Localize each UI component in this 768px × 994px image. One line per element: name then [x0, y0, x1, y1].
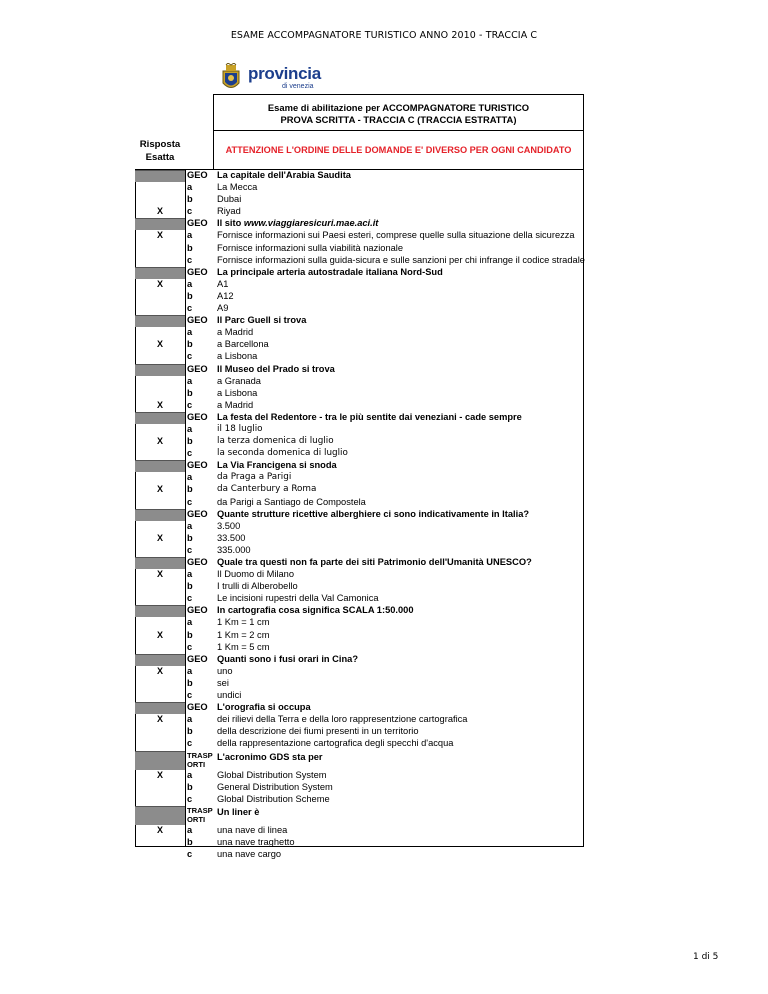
option-letter: c [187, 303, 193, 314]
option-letter: c [187, 254, 193, 265]
option-text: una nave cargo [217, 848, 282, 859]
category-code: GEO [187, 605, 208, 616]
option-text: 3.500 [217, 520, 241, 531]
correct-answer-mark [135, 617, 185, 629]
question-text: In cartografia cosa significa SCALA 1:50.000 [217, 605, 414, 616]
correct-answer-mark [135, 702, 185, 714]
category-code: GEO [187, 363, 208, 374]
correct-answer-mark: X [156, 278, 163, 289]
option-row [135, 291, 584, 303]
option-letter: c [187, 641, 193, 652]
correct-answer-mark [135, 806, 185, 825]
option-row [135, 243, 584, 255]
option-text: Global Distribution Scheme [217, 793, 330, 804]
correct-answer-mark [135, 267, 185, 279]
option-text: Fornisce informazioni sulla viabilità nazionale [217, 242, 404, 253]
option-letter: b [187, 436, 193, 447]
category-code: TRASP ORTI [187, 750, 213, 769]
option-text: A12 [217, 290, 234, 301]
option-letter: c [187, 206, 193, 217]
option-text: uno [217, 665, 233, 676]
option-row [135, 770, 584, 782]
correct-answer-mark [135, 837, 185, 849]
correct-answer-mark [135, 170, 185, 182]
option-row [135, 400, 584, 412]
option-row [135, 849, 584, 861]
provincia-logo [218, 62, 338, 94]
question-text: Il sito www.viaggiaresicuri.mae.aci.it [217, 218, 379, 229]
correct-answer-mark [135, 690, 185, 702]
option-letter: a [187, 714, 193, 725]
option-row [135, 472, 584, 484]
answer-column-header [135, 138, 185, 164]
option-letter: a [187, 423, 193, 434]
option-letter: c [187, 351, 193, 362]
option-row [135, 255, 584, 267]
question-row [135, 509, 584, 521]
question-text: La Via Francigena si snoda [217, 460, 337, 471]
option-row [135, 617, 584, 629]
option-text: sei [217, 677, 229, 688]
question-row [135, 702, 584, 714]
option-text: a Barcellona [217, 339, 269, 350]
correct-answer-mark [135, 794, 185, 806]
correct-answer-mark [135, 327, 185, 339]
correct-answer-mark: X [156, 484, 163, 495]
option-text: da Parigi a Santiago de Compostela [217, 496, 366, 507]
option-row [135, 642, 584, 654]
correct-answer-mark [135, 472, 185, 484]
correct-answer-mark [135, 291, 185, 303]
option-text: della descrizione dei fiumi presenti in un territorio [217, 726, 419, 737]
option-row [135, 738, 584, 750]
option-row [135, 714, 584, 726]
answer-header-line1: Risposta [139, 139, 181, 150]
correct-answer-mark [135, 605, 185, 617]
option-text: a Madrid [217, 327, 254, 338]
exam-title-box [213, 94, 584, 130]
question-row [135, 605, 584, 617]
option-letter: a [187, 569, 193, 580]
correct-answer-mark [135, 315, 185, 327]
correct-answer-mark [135, 182, 185, 194]
question-text: Quale tra questi non fa parte dei siti Patrimonio dell'Umanità UNESCO? [217, 557, 532, 567]
question-text: La principale arteria autostradale italiana Nord-Sud [217, 266, 443, 277]
correct-answer-mark [135, 545, 185, 557]
correct-answer-mark: X [156, 230, 163, 241]
correct-answer-mark [135, 849, 185, 861]
correct-answer-mark [135, 521, 185, 533]
option-row [135, 545, 584, 557]
option-text: La Mecca [217, 182, 258, 193]
category-code: GEO [187, 460, 208, 471]
option-letter: c [187, 690, 193, 701]
option-letter: a [187, 375, 193, 386]
option-row [135, 206, 584, 218]
option-text: General Distribution System [217, 781, 333, 792]
option-letter: b [187, 339, 193, 350]
option-row [135, 327, 584, 339]
correct-answer-mark [135, 654, 185, 666]
option-letter: b [187, 781, 193, 792]
question-row [135, 654, 584, 666]
exam-subtitle: PROVA SCRITTA - TRACCIA C (TRACCIA ESTRATTA) [280, 113, 517, 125]
option-letter: b [187, 677, 193, 688]
correct-answer-mark [135, 782, 185, 794]
category-code: GEO [187, 266, 208, 277]
category-code: GEO [187, 557, 208, 567]
option-row [135, 521, 584, 533]
warning-text: ATTENZIONE L'ORDINE DELLE DOMANDE E' DIVERSO PER OGNI CANDIDATO [225, 145, 572, 155]
option-text: il 18 luglio [217, 423, 263, 434]
option-letter: a [187, 520, 193, 531]
option-row [135, 666, 584, 678]
correct-answer-mark: X [156, 629, 163, 640]
option-letter: b [187, 242, 193, 253]
option-text: 1 Km = 5 cm [217, 641, 270, 652]
correct-answer-mark: X [156, 569, 163, 580]
question-row [135, 170, 584, 182]
correct-answer-mark [135, 448, 185, 460]
option-text: a Lisbona [217, 387, 258, 398]
correct-answer-mark [135, 726, 185, 738]
correct-answer-mark [135, 388, 185, 400]
option-text: 1 Km = 1 cm [217, 617, 270, 628]
option-letter: a [187, 327, 193, 338]
option-row [135, 279, 584, 291]
exam-title: Esame di abilitazione per ACCOMPAGNATORE TURISTICO [267, 102, 530, 113]
option-text: 335.000 [217, 544, 251, 555]
question-row [135, 315, 584, 327]
correct-answer-mark [135, 593, 185, 605]
option-row [135, 825, 584, 837]
category-code: TRASP ORTI [187, 805, 213, 824]
option-row [135, 339, 584, 351]
option-letter: b [187, 387, 193, 398]
category-code: GEO [187, 653, 208, 664]
correct-answer-mark: X [156, 769, 163, 780]
coat-of-arms-icon [220, 63, 242, 93]
question-text: Quante strutture ricettive alberghiere ci sono indicativamente in Italia? [217, 508, 530, 519]
option-letter: a [187, 472, 193, 483]
option-text: Fornisce informazioni sui Paesi esteri, comprese quelle sulla situazione della sicurezza [217, 230, 575, 241]
option-row [135, 424, 584, 436]
option-row [135, 388, 584, 400]
correct-answer-mark [135, 509, 185, 521]
option-row [135, 678, 584, 690]
option-text: una nave traghetto [217, 836, 295, 847]
correct-answer-mark [135, 738, 185, 750]
correct-answer-mark [135, 424, 185, 436]
question-text: Quanti sono i fusi orari in Cina? [217, 653, 359, 664]
category-code: GEO [187, 702, 208, 713]
option-letter: a [187, 665, 193, 676]
option-text: la seconda domenica di luglio [217, 448, 348, 459]
correct-answer-mark: X [156, 436, 163, 447]
question-row [135, 267, 584, 279]
option-text: Le incisioni rupestri della Val Camonica [217, 593, 379, 604]
page-number: 1 di 5 [693, 952, 719, 962]
option-letter: c [187, 738, 193, 749]
option-text: a Lisbona [217, 351, 258, 362]
logo-text: provincia [248, 64, 321, 83]
correct-answer-mark: X [156, 399, 163, 410]
question-table [135, 170, 584, 861]
option-letter: c [187, 593, 193, 604]
page-header: ESAME ACCOMPAGNATORE TURISTICO ANNO 2010 - TRACCIA C [230, 30, 538, 41]
correct-answer-mark [135, 243, 185, 255]
option-letter: a [187, 769, 193, 780]
option-letter: b [187, 290, 193, 301]
option-row [135, 436, 584, 448]
option-row [135, 593, 584, 605]
option-row [135, 376, 584, 388]
option-text: a Granada [217, 375, 261, 386]
warning-box [213, 130, 584, 169]
option-text: undici [217, 690, 242, 701]
option-row [135, 794, 584, 806]
option-row [135, 194, 584, 206]
option-row [135, 533, 584, 545]
category-code: GEO [187, 508, 208, 519]
correct-answer-mark [135, 351, 185, 363]
option-text: Global Distribution System [217, 769, 327, 780]
option-letter: a [187, 617, 193, 628]
option-letter: c [187, 496, 193, 507]
option-letter: a [187, 278, 193, 289]
option-text: 1 Km = 2 cm [217, 629, 270, 640]
option-text: Dubai [217, 194, 242, 205]
correct-answer-mark [135, 581, 185, 593]
category-code: GEO [187, 218, 208, 229]
question-text: Il Parc Guell si trova [217, 315, 307, 326]
category-code: GEO [187, 411, 208, 422]
option-row [135, 630, 584, 642]
category-code: GEO [187, 315, 208, 326]
option-letter: c [187, 544, 193, 555]
option-row [135, 484, 584, 496]
option-letter: b [187, 836, 193, 847]
logo-subtext: di venezia [282, 83, 314, 90]
correct-answer-mark: X [156, 824, 163, 835]
correct-answer-mark: X [156, 206, 163, 217]
correct-answer-mark [135, 497, 185, 509]
option-letter: a [187, 824, 193, 835]
question-row [135, 364, 584, 376]
answer-header-line2: Esatta [145, 152, 175, 163]
option-letter: b [187, 194, 193, 205]
correct-answer-mark [135, 557, 185, 569]
option-letter: c [187, 793, 193, 804]
option-text: 33.500 [217, 532, 246, 543]
correct-answer-mark: X [156, 532, 163, 543]
question-text: Il Museo del Prado si trova [217, 363, 335, 374]
option-row [135, 448, 584, 460]
question-text: Un liner è [217, 806, 260, 817]
question-text: L'acronimo GDS sta per [217, 751, 323, 762]
option-row [135, 230, 584, 242]
question-row [135, 460, 584, 472]
question-row [135, 412, 584, 424]
option-text: una nave di linea [217, 824, 288, 835]
question-text: La festa del Redentore - tra le più sentite dai veneziani - cade sempre [217, 411, 522, 422]
option-text: Riyad [217, 206, 241, 217]
option-row [135, 497, 584, 509]
question-row [135, 806, 584, 825]
option-text: Fornisce informazioni sulla guida-sicura e sulle sanzioni per chi infrange il codice stradale [217, 254, 585, 265]
option-text: A1 [217, 278, 229, 289]
question-row [135, 218, 584, 230]
option-letter: c [187, 448, 193, 459]
option-row [135, 690, 584, 702]
option-letter: b [187, 484, 193, 495]
option-letter: a [187, 230, 193, 241]
option-letter: b [187, 581, 193, 592]
option-row [135, 351, 584, 363]
correct-answer-mark: X [156, 665, 163, 676]
question-text: La capitale dell'Arabia Saudita [217, 170, 351, 180]
correct-answer-mark: X [156, 339, 163, 350]
question-row [135, 751, 584, 770]
option-row [135, 569, 584, 581]
option-row [135, 182, 584, 194]
option-text: I trulli di Alberobello [217, 581, 298, 592]
correct-answer-mark [135, 460, 185, 472]
question-text: L'orografia si occupa [217, 702, 311, 713]
option-text: della rappresentazione cartografica degli specchi d'acqua [217, 738, 454, 749]
option-text: da Praga a Parigi [217, 472, 292, 483]
option-text: A9 [217, 303, 229, 314]
correct-answer-mark [135, 303, 185, 315]
correct-answer-mark [135, 364, 185, 376]
option-row [135, 581, 584, 593]
option-row [135, 837, 584, 849]
option-row [135, 726, 584, 738]
option-letter: b [187, 726, 193, 737]
option-text: a Madrid [217, 399, 254, 410]
correct-answer-mark [135, 255, 185, 267]
option-text: da Canterbury a Roma [217, 484, 317, 495]
option-letter: b [187, 629, 193, 640]
correct-answer-mark [135, 218, 185, 230]
correct-answer-mark [135, 751, 185, 770]
option-letter: c [187, 848, 193, 859]
option-letter: c [187, 399, 193, 410]
category-code: GEO [187, 170, 208, 180]
option-row [135, 303, 584, 315]
correct-answer-mark [135, 642, 185, 654]
option-text: Il Duomo di Milano [217, 569, 294, 580]
option-text: dei rilievi della Terra e della loro rappresentzione cartografica [217, 714, 468, 725]
option-letter: a [187, 182, 193, 193]
option-row [135, 782, 584, 794]
question-row [135, 557, 584, 569]
correct-answer-mark [135, 194, 185, 206]
option-letter: b [187, 532, 193, 543]
website-link-text: www.viaggiaresicuri.mae.aci.it [243, 218, 379, 229]
correct-answer-mark [135, 412, 185, 424]
correct-answer-mark [135, 376, 185, 388]
option-text: la terza domenica di luglio [217, 436, 334, 447]
correct-answer-mark: X [156, 714, 163, 725]
correct-answer-mark [135, 678, 185, 690]
